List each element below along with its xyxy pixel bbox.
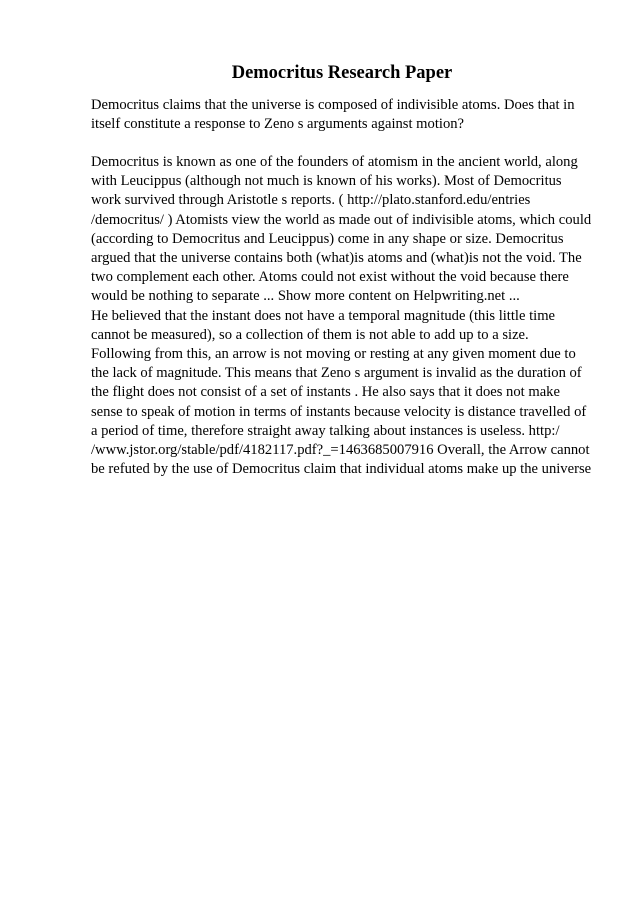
paragraph-question (91, 96, 601, 134)
paragraph-line: (according to Democritus and Leucippus) come in any shape or size. Democritus (91, 230, 564, 247)
paragraph-line: He believed that the instant does not have a temporal magnitude (this little time (91, 307, 556, 324)
paragraph-line: would be nothing to separate ... Show more content on Helpwriting.net ... (91, 288, 520, 305)
paragraph-line: Democritus claims that the universe is composed of indivisible atoms. Does that in (91, 97, 575, 113)
paragraph-line: itself constitute a response to Zeno s arguments against motion? (91, 116, 465, 133)
paragraph-body (91, 153, 601, 479)
paragraph-line: two complement each other. Atoms could not exist without the void because there (91, 269, 569, 286)
paragraph-line: Democritus is known as one of the founders of atomism in the ancient world, along (91, 154, 578, 170)
paragraph-line: /democritus/ ) Atomists view the world as made out of indivisible atoms, which could (91, 211, 592, 228)
paragraph-line: be refuted by the use of Democritus claim that individual atoms make up the universe (91, 461, 592, 478)
paragraph-line: a period of time, therefore straight away talking about instances is useless. http:/ (91, 422, 560, 439)
paragraph-line: the lack of magnitude. This means that Zeno s argument is invalid as the duration of (91, 365, 582, 382)
paragraph-line: with Leucippus (although not much is known of his works). Most of Democritus (91, 173, 562, 190)
paragraph-line: sense to speak of motion in terms of instants because velocity is distance travelled of (91, 403, 587, 420)
paragraph-line: argued that the universe contains both (what)is atoms and (what)is not the void. The (91, 250, 582, 267)
paragraph-line: work survived through Aristotle s reports. ( http://plato.stanford.edu/entries (91, 192, 531, 209)
paragraph-line: /www.jstor.org/stable/pdf/4182117.pdf?_=1463685007916 Overall, the Arrow cannot (91, 442, 590, 459)
paragraph-line: Following from this, an arrow is not moving or resting at any given moment due to (91, 346, 576, 363)
page-title: Democritus Research Paper (231, 63, 453, 83)
paragraph-line: cannot be measured), so a collection of them is not able to add up to a size. (91, 326, 529, 343)
paragraph-line: the flight does not consist of a set of instants . He also says that it does not make (91, 384, 560, 401)
